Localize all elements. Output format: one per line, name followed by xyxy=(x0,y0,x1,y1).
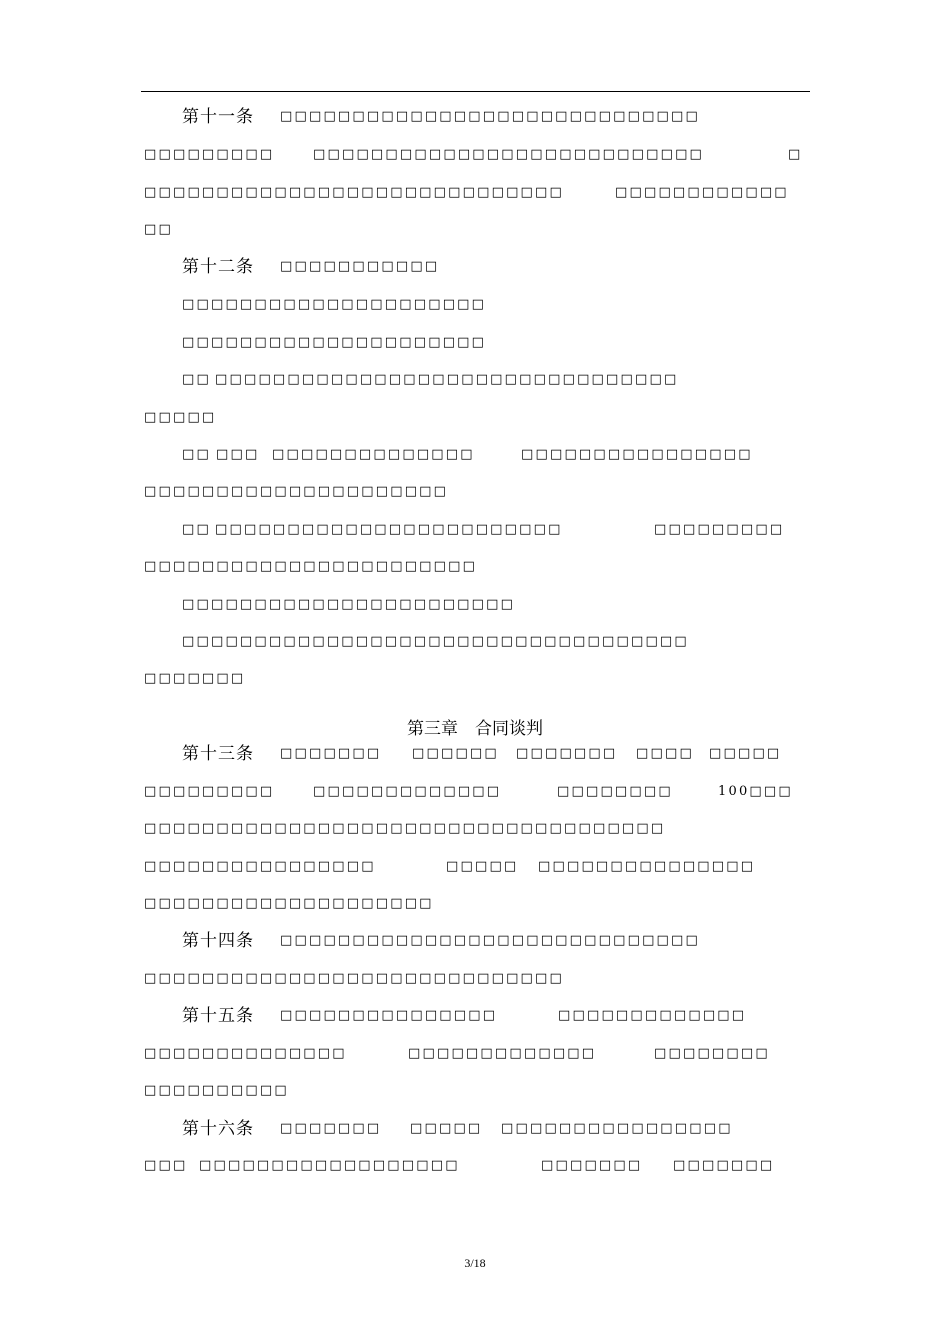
text-segment: □□□□□□□□□□□□ xyxy=(615,185,789,200)
text-line xyxy=(0,479,950,505)
text-line xyxy=(0,779,950,805)
article-heading: 第十一条 xyxy=(182,107,254,127)
article-heading: 第十四条 xyxy=(182,931,254,951)
text-segment: □□□□□ xyxy=(709,746,782,761)
text-line xyxy=(0,405,950,431)
text-line xyxy=(0,666,950,692)
text-line xyxy=(0,1003,950,1029)
text-segment: □□ xyxy=(144,222,173,237)
text-segment: □□□□□□□□□□□□□□□□□□□□□□□□□□□□□□□□ xyxy=(215,372,679,387)
text-line xyxy=(0,217,950,243)
text-line xyxy=(0,180,950,206)
text-segment: □□□□□□ xyxy=(412,746,499,761)
text-segment: □□□□□□□□□□□□□□ xyxy=(272,447,475,462)
text-segment: □□□□□□□□□□□□□□□□□□□□□ xyxy=(144,484,449,499)
text-segment: □□□□□□□□□□□□□□□□□□□□□□□□□□□□□□□□□□□ xyxy=(182,634,689,649)
text-segment: □□□□□□□□□□□ xyxy=(280,259,440,274)
text-segment: □□□□□□□□□□□□□□ xyxy=(144,1046,347,1061)
text-line xyxy=(0,1153,950,1179)
text-segment: □□□□□ xyxy=(446,859,519,874)
text-segment: □□□□□ xyxy=(410,1121,483,1136)
text-segment: □□□□□□□ xyxy=(673,1158,775,1173)
text-segment: □□□□□□□ xyxy=(541,1158,643,1173)
text-segment: □□□□□□□□□□□□□□□□□□□□□□□□□□□□□ xyxy=(280,933,700,948)
text-line xyxy=(0,1078,950,1104)
text-line xyxy=(0,741,950,767)
text-segment: □□□□□□□□□□□□□□□ xyxy=(538,859,756,874)
text-segment: □□□□□□□□□□□□□□□□□□□□□ xyxy=(182,335,487,350)
text-line xyxy=(0,517,950,543)
text-segment: □□□□□□□ xyxy=(144,671,246,686)
text-segment: □□□□□□□□□□□□□□□□ xyxy=(501,1121,733,1136)
text-segment: □□□□□□□□□□ xyxy=(144,1083,289,1098)
article-heading: 第十五条 xyxy=(182,1006,254,1026)
text-segment: □□□□□□□□ xyxy=(654,1046,770,1061)
text-segment: □□□□□□□□□□□□□□□□□□□□□□□□□□□□□ xyxy=(280,109,700,124)
text-line xyxy=(0,854,950,880)
article-heading: 第十三条 xyxy=(182,744,254,764)
text-line xyxy=(0,367,950,393)
text-segment: □□□□□□□□□□□□□□□□□□□□□□□□□□□ xyxy=(313,147,705,162)
text-segment: □□□□□□□□□□□□□□□□□□□□□□□ xyxy=(144,559,478,574)
text-segment: □□□□□□□ xyxy=(280,1121,382,1136)
text-segment: □□□□□□□ xyxy=(516,746,618,761)
text-segment: □□□□□□□□□□□□□□□ xyxy=(280,1008,498,1023)
text-line xyxy=(0,330,950,356)
text-segment: □□□□ xyxy=(636,746,694,761)
text-segment: □□ xyxy=(182,372,211,387)
text-line xyxy=(0,1041,950,1067)
text-segment: 100□□□ xyxy=(718,784,793,799)
header-rule xyxy=(141,91,810,92)
text-segment: □□□□□□□□ xyxy=(557,784,673,799)
text-line xyxy=(0,142,950,168)
text-segment: □□□ xyxy=(216,447,260,462)
text-segment: □□□□□□□□□□□□□□□□□□□□□□□□□□□□□ xyxy=(144,185,564,200)
text-segment: □□□□□□□ xyxy=(280,746,382,761)
text-segment: □□□□□□□□□□□□□□□□ xyxy=(521,447,753,462)
chapter-title: 第三章 合同谈判 xyxy=(407,719,543,739)
text-line xyxy=(0,104,950,130)
text-segment: □□□□□□□□□□□□□□□□□□ xyxy=(199,1158,460,1173)
text-line xyxy=(0,442,950,468)
text-segment: □□□□□□□□□□□□□ xyxy=(408,1046,597,1061)
text-segment: □□□□□□□□□ xyxy=(654,522,785,537)
text-segment: □□□ xyxy=(144,1158,188,1173)
text-segment: □□□□□ xyxy=(144,410,217,425)
text-segment: □□□□□□□□□ xyxy=(144,147,275,162)
text-segment: □□□□□□□□□□□□□□□□ xyxy=(144,859,376,874)
text-line xyxy=(0,592,950,618)
text-line xyxy=(0,254,950,280)
text-line xyxy=(0,554,950,580)
text-segment: □□□□□□□□□□□□□ xyxy=(313,784,502,799)
text-segment: □□ xyxy=(182,447,211,462)
text-segment: □□□□□□□□□□□□□□□□□□□□□ xyxy=(182,297,487,312)
text-line xyxy=(0,816,950,842)
page-number: 3/18 xyxy=(464,1256,486,1270)
text-segment: □ xyxy=(788,147,803,162)
text-segment: □□□□□□□□□□□□□□□□□□□□□□□□□□□□□□□□□□□□ xyxy=(144,821,666,836)
text-segment: □□ xyxy=(182,522,211,537)
text-line xyxy=(0,1116,950,1142)
text-line xyxy=(0,891,950,917)
text-segment: □□□□□□□□□□□□□□□□□□□□□□□□□□□□□ xyxy=(144,971,564,986)
text-line xyxy=(0,928,950,954)
text-segment: □□□□□□□□□□□□□ xyxy=(558,1008,747,1023)
text-line xyxy=(0,966,950,992)
text-segment: □□□□□□□□□□□□□□□□□□□□□□□□ xyxy=(215,522,563,537)
text-segment: □□□□□□□□□□□□□□□□□□□□□□□ xyxy=(182,597,516,612)
article-heading: 第十六条 xyxy=(182,1119,254,1139)
text-line xyxy=(0,292,950,318)
text-line xyxy=(0,629,950,655)
text-segment: □□□□□□□□□ xyxy=(144,784,275,799)
text-segment: □□□□□□□□□□□□□□□□□□□□ xyxy=(144,896,434,911)
article-heading: 第十二条 xyxy=(182,257,254,277)
